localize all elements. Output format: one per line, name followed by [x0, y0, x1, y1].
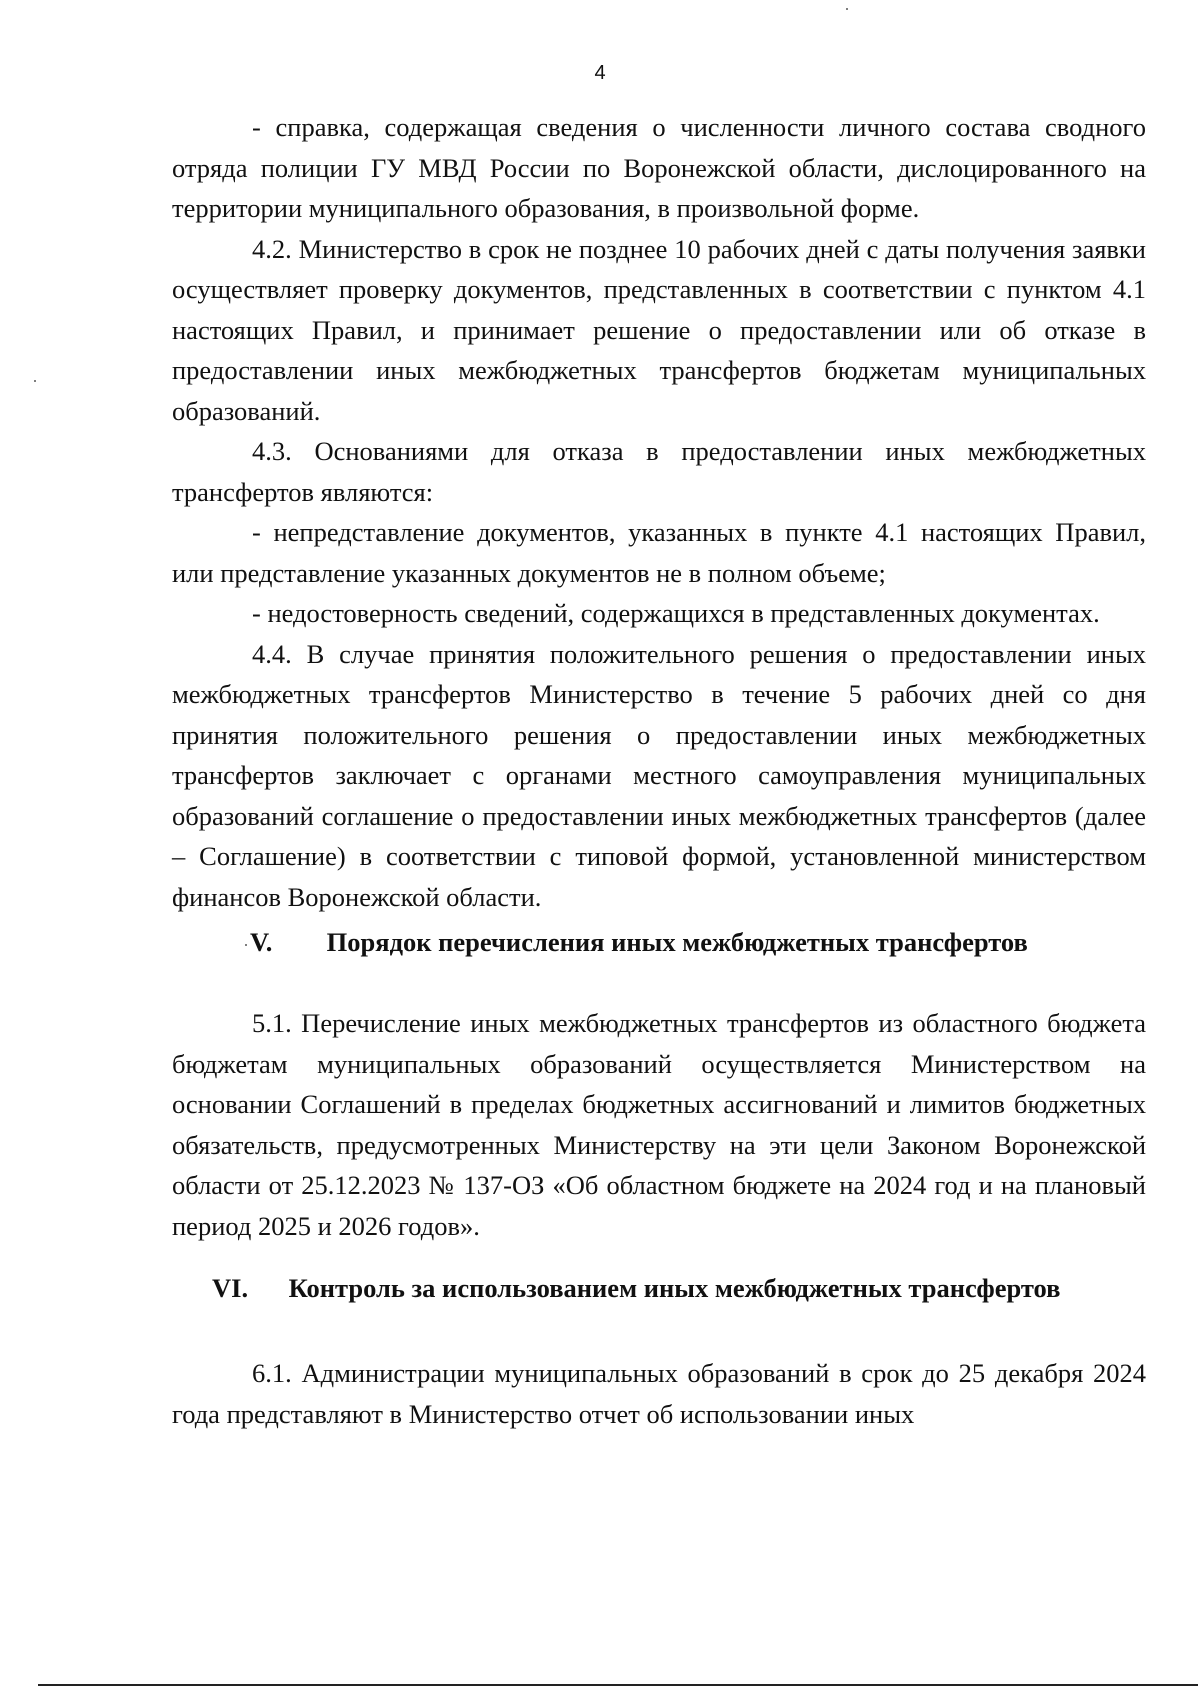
section-6-title: Контроль за использованием иных межбюджетных трансфертов	[288, 1273, 1061, 1303]
paragraph-refusal-reason-2: - недостоверность сведений, содержащихся в представленных документах.	[252, 598, 1100, 628]
section-5-heading	[172, 922, 1146, 962]
paragraph-6-1: 6.1. Администрации муниципальных образований в срок до 25 декабря 2024 года представляют в Министерство отчет об использовании иных	[172, 1358, 1146, 1429]
scan-speck	[846, 8, 848, 10]
section-6-body	[172, 1353, 1146, 1434]
scan-speck	[245, 944, 247, 946]
paragraph-4-4: 4.4. В случае принятия положительного решения о предоставлении иных межбюджетных трансфертов Министерство в течение 5 рабочих дней со дня принятия положительного решения о предоставлении иных межбюджетных трансфертов заключает с органами местного самоуправления муниципальных образований соглашение о предоставлении иных межбюджетных трансфертов (далее – Соглашение) в соответствии с типовой формой, установленной министерством финансов Воронежской области.	[172, 638, 1146, 912]
paragraph-4-2: 4.2. Министерство в срок не позднее 10 рабочих дней с даты получения заявки осуществляет проверку документов, представленных в соответствии с пунктом 4.1 настоящих Правил, и принимает решение о предоставлении или об отказе в предоставлении иных межбюджетных трансфертов бюджетам муниципальных образований.	[172, 233, 1146, 426]
page-bottom-edge	[38, 1684, 1198, 1686]
paragraph-4-3: 4.3. Основаниями для отказа в предоставлении иных межбюджетных трансфертов являются:	[172, 436, 1146, 507]
paragraph-certificate: - справка, содержащая сведения о численности личного состава сводного отряда полиции ГУ МВД России по Воронежской области, дислоцированного на территории муниципального образования, в произвольной форме.	[172, 112, 1146, 223]
paragraph-refusal-reason-1: - непредставление документов, указанных в пункте 4.1 настоящих Правил, или представление указанных документов не в полном объеме;	[172, 517, 1146, 588]
section-5-title: Порядок перечисления иных межбюджетных трансфертов	[326, 927, 1028, 957]
section-5-number: V.	[250, 927, 273, 957]
section-6-heading	[172, 1268, 1146, 1308]
section-6-number: VI.	[212, 1273, 249, 1303]
scan-speck	[34, 380, 36, 382]
section-4-continued	[172, 107, 1146, 917]
page-number: 4	[594, 62, 606, 84]
section-5-body	[172, 1003, 1146, 1246]
paragraph-5-1: 5.1. Перечисление иных межбюджетных трансфертов из областного бюджета бюджетам муниципальных образований осуществляется Министерством на основании Соглашений в пределах бюджетных ассигнований и лимитов бюджетных обязательств, предусмотренных Министерству на эти цели Законом Воронежской области от 25.12.2023 № 137-ОЗ «Об областном бюджете на 2024 год и на плановый период 2025 и 2026 годов».	[172, 1008, 1146, 1241]
